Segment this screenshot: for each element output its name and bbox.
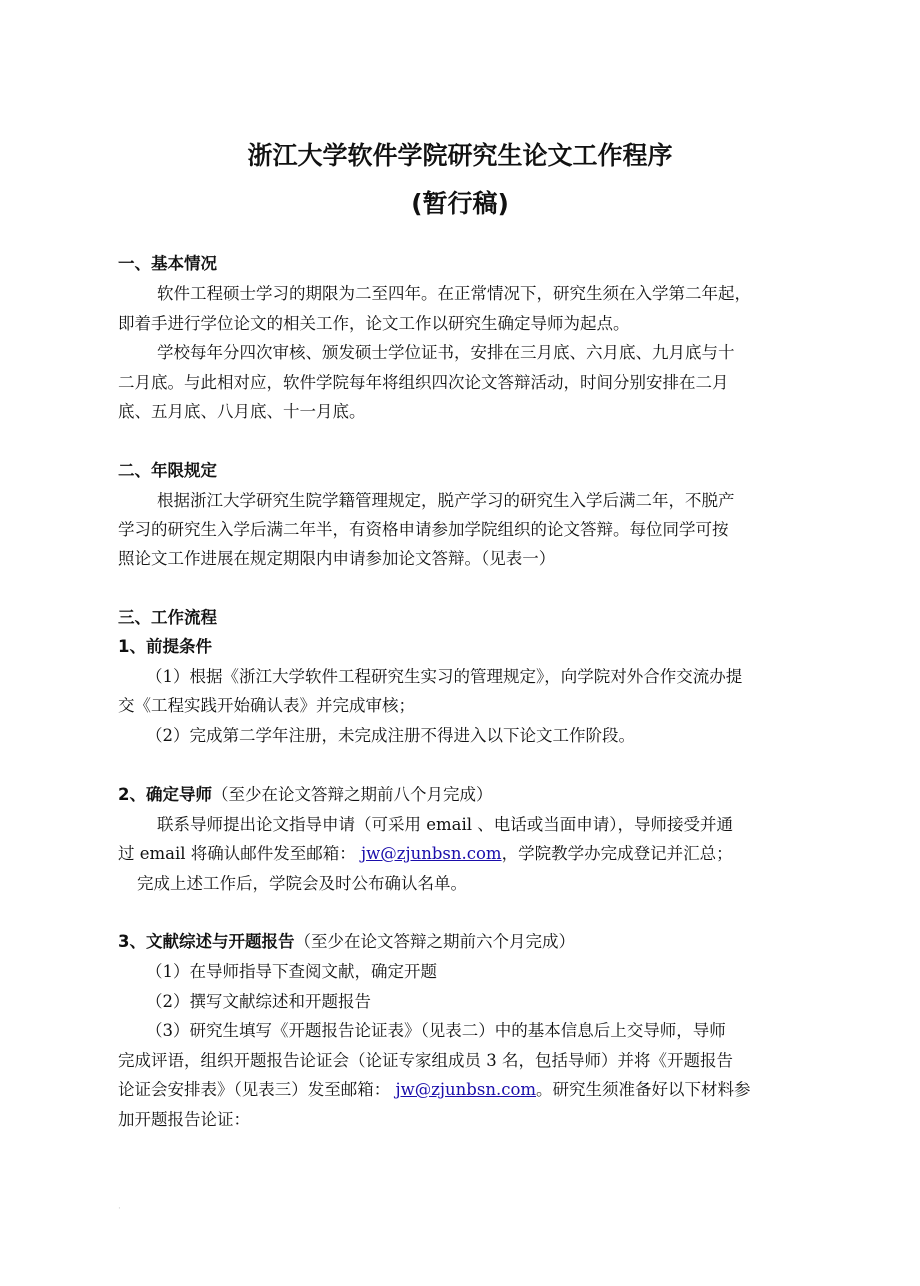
paragraph-line: 学习的研究生入学后满二年半，有资格申请参加学院组织的论文答辩。每位同学可按 (118, 520, 729, 539)
subsection-advisor (118, 783, 798, 807)
section-heading-basic: 一、基本情况 (118, 254, 217, 273)
subsection-heading-prerequisites: 1、前提条件 (118, 637, 212, 656)
paragraph-line: 根据浙江大学研究生院学籍管理规定，脱产学习的研究生入学后满二年，不脱产 (157, 491, 735, 510)
paragraph-line: 学校每年分四次审核、颁发硕士学位证书，安排在三月底、六月底、九月底与十 (157, 343, 735, 362)
text-segment: ，学院教学办完成登记并汇总； (501, 844, 733, 863)
list-item: （3）研究生填写《开题报告论证表》（见表二）中的基本信息后上交导师，导师 (146, 1021, 726, 1040)
email-link[interactable]: jw@zjunbsn.com (361, 844, 502, 863)
list-item-continued: 交《工程实践开始确认表》并完成审核； (118, 696, 415, 715)
list-item: （2）撰写文献综述和开题报告 (146, 992, 371, 1011)
paragraph-line: 底、五月底、八月底、十一月底。 (118, 402, 366, 421)
section-heading-duration: 二、年限规定 (118, 461, 217, 480)
paragraph-line: 联系导师提出论文指导申请（可采用 email 、电话或当面申请），导师接受并通 (157, 815, 734, 834)
paragraph-line: 照论文工作进展在规定期限内申请参加论文答辩。（见表一） (118, 549, 556, 568)
list-item-continued-with-email (118, 1078, 798, 1102)
subsection-proposal (118, 930, 798, 954)
email-link[interactable]: jw@zjunbsn.com (395, 1080, 537, 1099)
deadline-note: （至少在论文答辩之期前六个月完成） (294, 932, 575, 951)
text-segment: 论证会安排表》（见表三）发至邮箱： (118, 1080, 391, 1099)
list-item: （1）根据《浙江大学软件工程研究生实习的管理规定》，向学院对外合作交流办提 (146, 667, 743, 686)
page-subtitle: (暂行稿) (411, 189, 509, 218)
text-segment: 。研究生须准备好以下材料参 (536, 1080, 751, 1099)
list-item: （1）在导师指导下查阅文献，确定开题 (146, 962, 437, 981)
paragraph-line: 二月底。与此相对应，软件学院每年将组织四次论文答辩活动，时间分别安排在二月 (118, 373, 729, 392)
page-title: 浙江大学软件学院研究生论文工作程序 (247, 141, 673, 170)
list-item: （2）完成第二学年注册，未完成注册不得进入以下论文工作阶段。 (146, 726, 635, 745)
subsection-heading-proposal: 3、文献综述与开题报告 (118, 932, 295, 951)
section-heading-workflow: 三、工作流程 (118, 608, 217, 627)
paragraph-line-with-email (118, 842, 798, 866)
deadline-note: （至少在论文答辩之期前八个月完成） (211, 785, 493, 804)
text-segment: 过 email 将确认邮件发至邮箱： (118, 844, 356, 863)
list-item-continued: 完成评语，组织开题报告论证会（论证专家组成员 3 名，包括导师）并将《开题报告 (118, 1051, 733, 1070)
paragraph-line: 完成上述工作后，学院会及时公布确认名单。 (137, 874, 467, 893)
paragraph-line: 即着手进行学位论文的相关工作，论文工作以研究生确定导师为起点。 (118, 314, 630, 333)
page-mark: · (118, 1204, 121, 1214)
list-item-continued: 加开题报告论证： (118, 1110, 250, 1129)
subsection-heading-advisor: 2、确定导师 (118, 785, 212, 804)
paragraph-line: 软件工程硕士学习的期限为二至四年。在正常情况下，研究生须在入学第二年起， (157, 284, 751, 303)
